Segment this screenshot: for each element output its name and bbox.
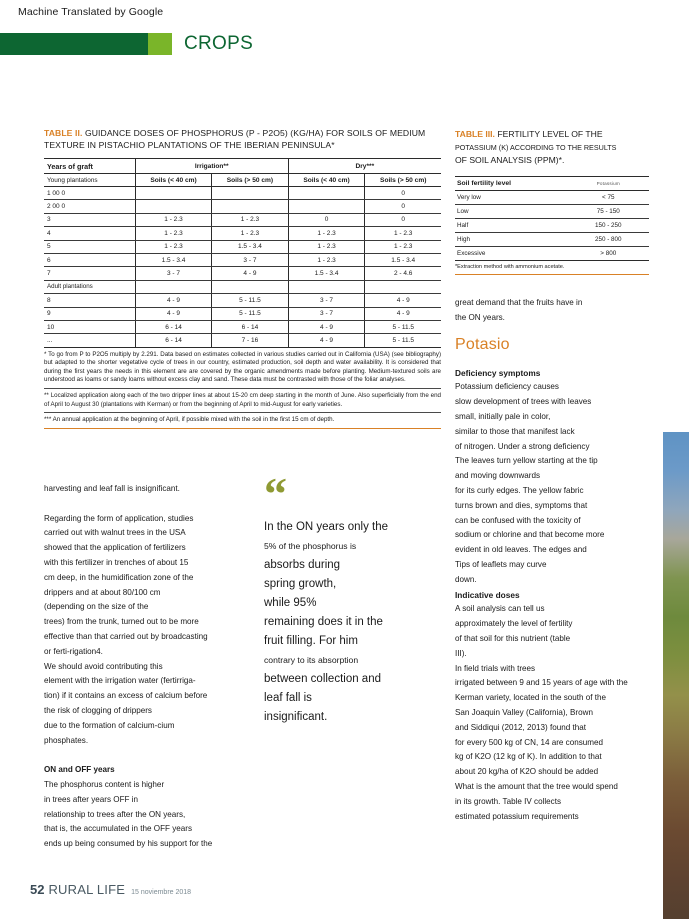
paragraph-line: (depending on the size of the — [44, 602, 149, 612]
paragraph-line: Tips of leaflets may curve — [455, 559, 547, 569]
paragraph-line: carried out with walnut trees in the USA — [44, 528, 186, 538]
paragraph-line: The phosphorus content is higher — [44, 779, 165, 789]
table-2-th-dry: Dry*** — [288, 159, 441, 174]
quote-line: insignificant. — [264, 711, 328, 723]
paragraph-line: can be confused with the toxicity of — [455, 515, 581, 525]
table-2-cell: 3 - 7 — [288, 294, 365, 307]
table-2-th-irr-shallow: Soils (< 40 cm) — [135, 174, 211, 187]
table-2-cell: 6 - 14 — [212, 320, 288, 333]
quote-line: between collection and — [264, 673, 381, 685]
table-row — [455, 218, 649, 232]
table-2-cell: 0 — [365, 200, 441, 213]
quote-line: contrary to its absorption — [264, 655, 359, 665]
table-2-section-label: Adult plantations — [44, 280, 135, 293]
paragraph-line: evident in old leaves. The edges and — [455, 545, 587, 555]
paragraph-line: of nitrogen. Under a strong deficiency — [455, 441, 590, 451]
paragraph-line: showed that the application of fertilizers — [44, 543, 186, 553]
paragraph-line: A soil analysis can tell us — [455, 604, 545, 614]
table-2-row-label: ... — [44, 334, 135, 347]
paragraph-line: the ON years. — [455, 312, 505, 322]
banner-bar-light — [148, 33, 172, 55]
paragraph-line: trees) from the trunk, turned out to be more — [44, 617, 199, 627]
paragraph-line: In field trials with trees — [455, 663, 536, 673]
paragraph-line: or ferti-rigation4. — [44, 646, 103, 656]
table-2-th-dry-deep: Soils (> 50 cm) — [365, 174, 441, 187]
table-2-cell: 5 - 11.5 — [212, 307, 288, 320]
table-row — [44, 253, 441, 266]
table-3-header — [455, 176, 649, 190]
table-2-cell: 4 - 9 — [212, 267, 288, 280]
table-row — [44, 240, 441, 253]
table-2-cell: 3 - 7 — [135, 267, 211, 280]
table-2-cell: 1.5 - 3.4 — [365, 253, 441, 266]
spacer — [44, 748, 244, 763]
paragraph-line: due to the formation of calcium-cium — [44, 720, 175, 730]
table-row — [455, 247, 649, 261]
table-2-row-label: 3 — [44, 213, 135, 226]
table-2-cell: 7 - 16 — [212, 334, 288, 347]
table-row — [44, 187, 441, 200]
table-2-th-dry-shallow: Soils (< 40 cm) — [288, 174, 365, 187]
table-row — [44, 294, 441, 307]
table-2-cell: 1 - 2.3 — [288, 253, 365, 266]
paragraph-line: The leaves turn yellow starting at the tip — [455, 456, 598, 466]
table-row — [44, 213, 441, 226]
paragraph-line: III). — [455, 648, 467, 658]
table-3-caption-line1: FERTILITY LEVEL OF THE — [494, 129, 603, 139]
table-2-cell: 1 - 2.3 — [365, 240, 441, 253]
table-2-cell: 1 - 2.3 — [365, 227, 441, 240]
table-3-footnote: *Extraction method with ammonium acetate. — [455, 264, 649, 275]
table-2-cell — [288, 200, 365, 213]
table-2-row-label: 9 — [44, 307, 135, 320]
spacer — [44, 497, 244, 512]
table-3-row-label: Very low — [455, 190, 568, 204]
pull-quote — [264, 468, 416, 727]
paragraph-line: for its curly edges. The yellow fabric — [455, 485, 584, 495]
heading-on-off-years: ON and OFF years — [44, 765, 115, 775]
paragraph-line: in trees after years OFF in — [44, 794, 139, 804]
table-2-cell: 5 - 11.5 — [365, 334, 441, 347]
paragraph-line: effective than that carried out by broadcasting — [44, 631, 208, 641]
table-3-cell: 250 - 800 — [568, 233, 649, 247]
table-2-cell: 6 - 14 — [135, 334, 211, 347]
pull-quote-text — [264, 518, 416, 727]
paragraph-line: ends up being consumed by his support for the — [44, 839, 213, 849]
table-2-footnote: *** An annual application at the beginning of April, if possible mixed with the soil in the first 15 cm of depth. — [44, 413, 441, 429]
quote-line: In the ON years only the — [264, 521, 389, 533]
paragraph-line: with this fertilizer in trenches of about 15 — [44, 557, 189, 567]
table-2-caption-rest: GUIDANCE DOSES OF PHOSPHORUS (P - P2O5) (KG/HA) FOR SOILS OF MEDIUM TEXTURE IN PISTACHIO PLANTATIONS OF THE IBERIAN PENINSULA* — [44, 128, 426, 150]
paragraph-line: and Siddiqui (2012, 2013) found that — [455, 722, 586, 732]
table-3-caption — [455, 128, 649, 167]
paragraph-line: kg of K2O (12 kg of K). In addition to that — [455, 752, 602, 762]
table-2-cell: 1 - 2.3 — [212, 227, 288, 240]
left-text-column — [44, 482, 244, 852]
table-2-cell — [135, 280, 211, 293]
table-row — [44, 227, 441, 240]
table-3-row-label: High — [455, 233, 568, 247]
table-3-cell: < 75 — [568, 190, 649, 204]
table-2-th-irrigation: Irrigation** — [135, 159, 288, 174]
table-2-caption-lead: TABLE II. — [44, 128, 83, 138]
heading-potasio: Potasio — [455, 335, 510, 353]
table-2-th-years: Years of graft — [44, 159, 135, 174]
table-2-cell — [212, 200, 288, 213]
publication-date: 15 noviembre 2018 — [131, 889, 192, 896]
paragraph-line: San Joaquin Valley (California), Brown — [455, 707, 593, 717]
paragraph-line: in its growth. Table IV collects — [455, 796, 562, 806]
table-2-cell — [135, 200, 211, 213]
paragraph-line: element with the irrigation water (fertirriga- — [44, 676, 196, 686]
table-row — [44, 267, 441, 280]
table-2-cell: 4 - 9 — [365, 307, 441, 320]
paragraph-line: small, initially pale in color, — [455, 411, 551, 421]
table-2-cell: 0 — [288, 213, 365, 226]
table-2-cell: 1 - 2.3 — [135, 227, 211, 240]
table-2-cell: 0 — [365, 213, 441, 226]
table-2-section-row — [44, 280, 441, 293]
table-2-cell: 1 - 2.3 — [135, 240, 211, 253]
banner-bar-dark — [0, 33, 148, 55]
paragraph-line: slow development of trees with leaves — [455, 397, 592, 407]
table-3-row-label: Low — [455, 204, 568, 218]
table-2-footnotes — [44, 348, 441, 429]
table-2-header-top — [44, 159, 441, 174]
paragraph-line: Regarding the form of application, studies — [44, 513, 194, 523]
table-2-cell: 4 - 9 — [288, 320, 365, 333]
table-row — [44, 320, 441, 333]
paragraph-line: sodium or chlorine and that become more — [455, 530, 605, 540]
quote-line: fruit filling. For him — [264, 635, 358, 647]
table-2-cell: 4 - 9 — [135, 294, 211, 307]
quote-mark-icon: “ — [264, 468, 285, 519]
paragraph-line: tion) if it contains an excess of calcium before — [44, 691, 208, 701]
table-3-row-label: Half — [455, 218, 568, 232]
table-2-cell: 4 - 9 — [288, 334, 365, 347]
page-edge-photo-strip — [663, 432, 689, 919]
paragraph-line: Kerman variety, located in the south of the — [455, 693, 607, 703]
paragraph-line: What is the amount that the tree would spend — [455, 781, 618, 791]
table-2-cell — [365, 280, 441, 293]
table-2-cell: 1 - 2.3 — [288, 227, 365, 240]
table-2-cell: 6 - 14 — [135, 320, 211, 333]
table-2-th-irr-deep: Soils (> 50 cm) — [212, 174, 288, 187]
table-row — [455, 204, 649, 218]
table-row — [44, 334, 441, 347]
paragraph-line: relationship to trees after the ON years, — [44, 809, 186, 819]
paragraph-line: estimated potassium requirements — [455, 811, 579, 821]
table-2-footnote: ** Localized application along each of the two dripper lines at about 15-20 cm deep starting in the month of June. Also superficially from the end of April to August 30 (plantations with Kerman) or from the beginning of April to mid-August for early varieties. — [44, 389, 441, 413]
table-2-row-label: 6 — [44, 253, 135, 266]
table-2-row-label: 5 — [44, 240, 135, 253]
paragraph-line: irrigated between 9 and 15 years of age with the — [455, 678, 628, 688]
table-2-cell: 2 - 4.6 — [365, 267, 441, 280]
quote-line: remaining does it in the — [264, 616, 383, 628]
table-2-row-label: 10 — [44, 320, 135, 333]
table-3-container — [455, 128, 649, 275]
table-2-cell — [288, 187, 365, 200]
table-2-th-young: Young plantations — [44, 174, 135, 187]
table-3-cell: > 800 — [568, 247, 649, 261]
quote-line: spring growth, — [264, 578, 337, 590]
paragraph-line: turns brown and dies, symptoms that — [455, 500, 588, 510]
page-footer — [30, 882, 191, 897]
table-3-caption-lead: TABLE III. — [455, 129, 495, 139]
paragraph-line: We should avoid contributing this — [44, 661, 163, 671]
table-2-row-label: 1 00 0 — [44, 187, 135, 200]
table-row — [44, 200, 441, 213]
table-2-cell — [288, 280, 365, 293]
section-title: CROPS — [184, 33, 254, 54]
page-number: 52 — [30, 882, 45, 897]
table-2-cell: 5 - 11.5 — [365, 320, 441, 333]
table-row — [455, 190, 649, 204]
paragraph-line: that is, the accumulated in the OFF years — [44, 824, 193, 834]
quote-line: leaf fall is — [264, 692, 312, 704]
table-3-cell: 75 - 150 — [568, 204, 649, 218]
table-2-row-label: 8 — [44, 294, 135, 307]
table-row — [44, 307, 441, 320]
table-2-caption — [44, 128, 441, 151]
table-3-caption-line2: POTASSIUM (K) ACCORDING TO THE RESULTS — [455, 142, 617, 152]
paragraph-line: down. — [455, 574, 477, 584]
quote-line: while 95% — [264, 597, 317, 609]
table-3-body — [455, 190, 649, 261]
table-row — [455, 233, 649, 247]
right-text-column — [455, 296, 651, 824]
paragraph-line: phosphates. — [44, 735, 89, 745]
table-2-body — [44, 187, 441, 348]
table-2-cell — [212, 280, 288, 293]
paragraph-line: of that soil for this nutrient (table — [455, 633, 571, 643]
table-2-cell: 1.5 - 3.4 — [135, 253, 211, 266]
table-2-cell: 1.5 - 3.4 — [288, 267, 365, 280]
table-2-cell — [135, 187, 211, 200]
table-3-cell: 150 - 250 — [568, 218, 649, 232]
paragraph-line: similar to those that manifest lack — [455, 426, 575, 436]
table-2-cell: 4 - 9 — [135, 307, 211, 320]
table-2-cell: 3 - 7 — [288, 307, 365, 320]
paragraph-line: approximately the level of fertility — [455, 619, 573, 629]
heading-deficiency-symptoms: Deficiency symptoms — [455, 367, 541, 378]
quote-line: 5% of the phosphorus is — [264, 541, 357, 551]
paragraph-line: the risk of clogging of drippers — [44, 705, 152, 715]
table-2-cell: 1 - 2.3 — [288, 240, 365, 253]
paragraph-line: Potassium deficiency causes — [455, 382, 559, 392]
heading-indicative-doses: Indicative doses — [455, 589, 520, 600]
table-2-cell: 5 - 11.5 — [212, 294, 288, 307]
table-3-caption-line3: OF SOIL ANALYSIS (PPM)*. — [455, 155, 565, 165]
paragraph-line: great demand that the fruits have in — [455, 298, 583, 307]
table-2-cell: 1.5 - 3.4 — [212, 240, 288, 253]
paragraph-line: cm deep, in the humidification zone of the — [44, 572, 194, 582]
paragraph-line: harvesting and leaf fall is insignificant. — [44, 484, 180, 493]
quote-line: absorbs during — [264, 559, 341, 571]
paragraph-line: about 20 kg/ha of K2O should be added — [455, 767, 599, 777]
table-2-cell — [212, 187, 288, 200]
table-2-container — [44, 128, 441, 429]
table-2-cell: 3 - 7 — [212, 253, 288, 266]
table-2-header-sub — [44, 174, 441, 187]
paragraph-line: drippers and at about 80/100 cm — [44, 587, 161, 597]
table-3-row-label: Excessive — [455, 247, 568, 261]
table-2-cell: 1 - 2.3 — [135, 213, 211, 226]
publication-name: RURAL LIFE — [48, 882, 126, 897]
table-2-cell: 1 - 2.3 — [212, 213, 288, 226]
section-banner — [0, 33, 253, 55]
table-2-footnote: * To go from P to P2O5 multiply by 2.291. Data based on estimates collected in various studies carried out in California (USA) (see bibliography) but adapted to the shorter vegetative cycle of trees in our country, estimated production, soil depth and water availability. It is considered that during the first years the needs in this element are are covered by the organic amendments made before planting. Medium-textured soils are understood as loams or sandy loams without excess clay and sand. These data must be contrasted with those of the foliar analyses. — [44, 348, 441, 389]
paragraph-line: and moving downwards — [455, 471, 541, 481]
table-2-row-label: 2 00 0 — [44, 200, 135, 213]
table-3-th-potassium: Potassium — [568, 176, 649, 190]
table-2-row-label: 7 — [44, 267, 135, 280]
table-3-th-level: Soil fertility level — [455, 176, 568, 190]
table-2-cell: 4 - 9 — [365, 294, 441, 307]
table-2-cell: 0 — [365, 187, 441, 200]
table-2 — [44, 158, 441, 348]
machine-translation-notice: Machine Translated by Google — [18, 6, 164, 18]
table-2-row-label: 4 — [44, 227, 135, 240]
table-3 — [455, 176, 649, 262]
paragraph-line: for every 500 kg of CN, 14 are consumed — [455, 737, 604, 747]
